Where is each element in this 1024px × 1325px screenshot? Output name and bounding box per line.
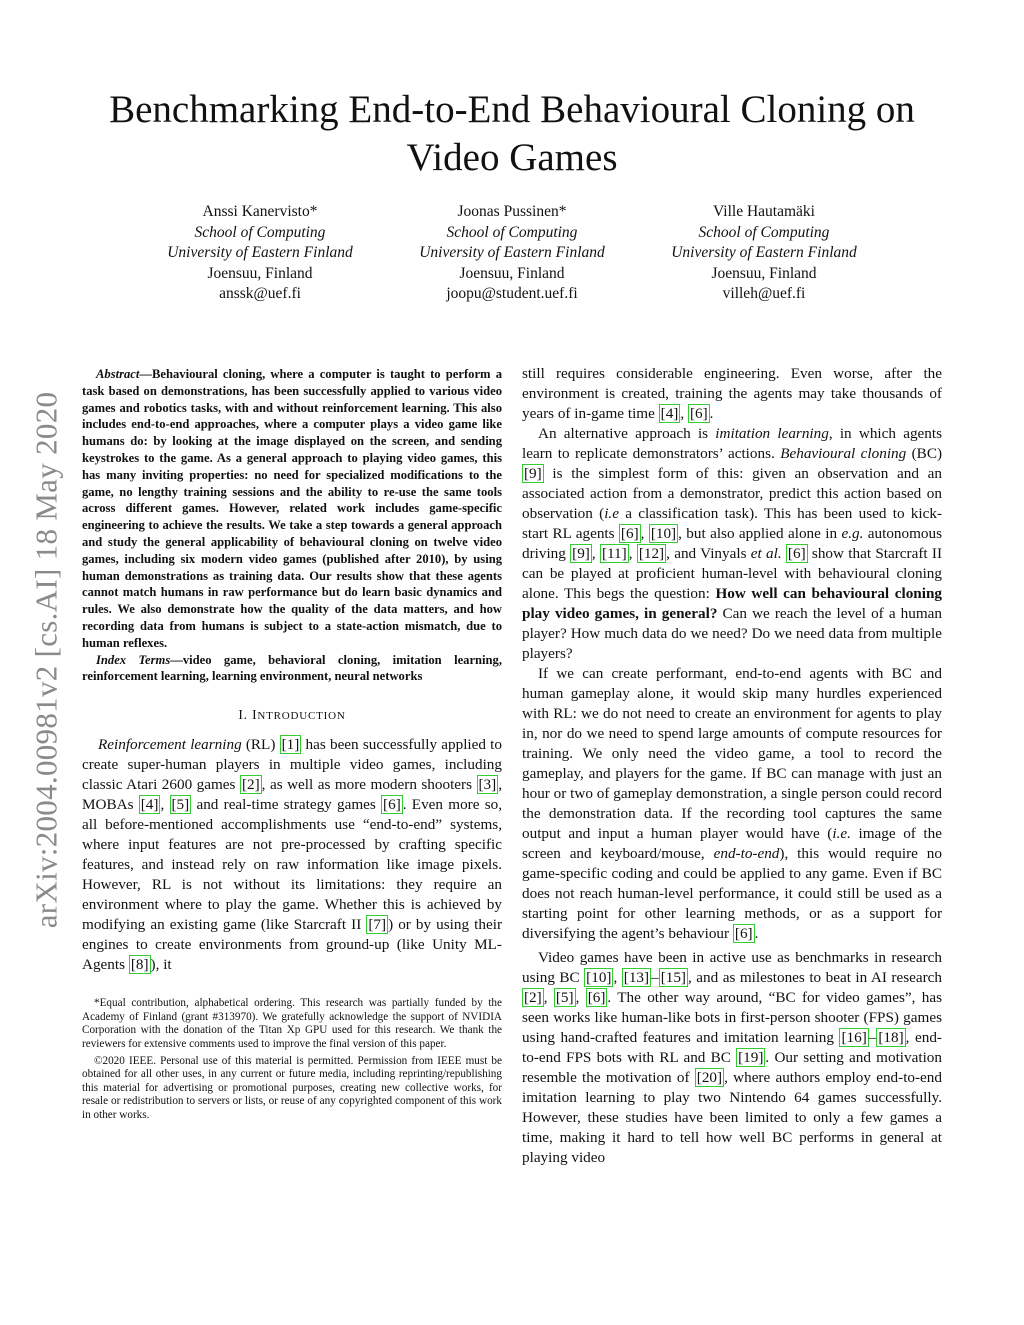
index-terms bbox=[82, 652, 502, 686]
intro-paragraph-3: If we can create performant, end-to-end agents with BC and human gameplay alone, it would skip many hurdles experienced with RL: we do not need to create an environment for agents to play in, nor do we need to spend large amounts of compute resources for training. We only need the video game, a tool to record the gameplay, and players for the game. If BC can manage with just an hour or two of gameplay demonstration, a single person could record the demonstration data. If the recording tool captures the same output and input a human player would have (i.e. image of the screen and keyboard/mouse, end-to-end), this would require no game-specific coding and could be applied to any game. Even if BC does not reach human-level performance, it could still be used as a starting point for other learning methods, or as a support for diversifying the agent’s behaviour [6] . bbox=[522, 665, 942, 942]
author-uni: University of Eastern Finland bbox=[671, 244, 857, 261]
citation-link[interactable]: [19] bbox=[738, 1049, 764, 1066]
author-card bbox=[644, 202, 884, 305]
citation-link[interactable]: [4] bbox=[660, 405, 679, 422]
section-number: I. bbox=[238, 707, 248, 723]
right-column bbox=[522, 364, 942, 1168]
index-terms-text: —video game, behavioral cloning, imitation learning, reinforcement learning, learning environment, neural networks bbox=[82, 652, 502, 684]
author-email[interactable]: villeh@uef.fi bbox=[722, 285, 806, 302]
citation-link[interactable]: [6] bbox=[734, 925, 753, 942]
citation-link[interactable]: [6] bbox=[689, 405, 708, 422]
index-terms-label: Index Terms bbox=[96, 652, 171, 667]
author-card bbox=[140, 202, 380, 305]
citation-link[interactable]: [15] bbox=[660, 969, 686, 986]
section-heading bbox=[82, 707, 502, 723]
footnotes bbox=[82, 997, 502, 1122]
citation-link[interactable]: [6] bbox=[620, 525, 639, 542]
left-column bbox=[82, 366, 502, 1122]
citation-link[interactable]: [2] bbox=[524, 989, 542, 1006]
citation-link[interactable]: [11] bbox=[601, 545, 627, 562]
author-dept: School of Computing bbox=[194, 223, 326, 241]
author-email[interactable]: joopu@student.uef.fi bbox=[446, 285, 578, 302]
citation-link[interactable]: [18] bbox=[878, 1029, 904, 1046]
author-name: Anssi Kanervisto* bbox=[202, 203, 318, 220]
citation-link[interactable]: [9] bbox=[572, 545, 590, 562]
abstract-label: Abstract bbox=[96, 367, 140, 381]
author-card bbox=[392, 202, 632, 305]
citation-link[interactable]: [7] bbox=[368, 916, 387, 934]
citation-link[interactable]: [1] bbox=[281, 736, 300, 754]
intro-paragraph-1: Reinforcement learning (RL) [1] has been successfully applied to create super-human players in multiple video games, including classic Atari 2600 games [2] , as well as more modern shooters [3] , MOBAs [4] , [5] and real-time strategy games [6] . Even more so, all before-mentioned accomplishments use “end-to-end” systems, where input features are not pre-processed by crafting specific features, and instead rely on raw information like image pixels. However, RL is not without its limitations: they require an environment where to play the game. Whether this is achieved by modifying an existing game (like Starcraft II [7] ) or by using their engines to create environments from ground-up (like Unity ML-Agents [8] ), it bbox=[82, 736, 503, 974]
citation-link[interactable]: [16] bbox=[841, 1029, 867, 1046]
citation-link[interactable]: [2] bbox=[241, 776, 260, 794]
author-block bbox=[140, 202, 884, 305]
citation-link[interactable]: [10] bbox=[586, 969, 612, 986]
citation-link[interactable]: [5] bbox=[555, 989, 574, 1006]
arxiv-stamp-text: arXiv:2004.00981v2 [cs.AI] 18 May 2020 bbox=[28, 391, 64, 929]
author-uni: University of Eastern Finland bbox=[167, 244, 353, 261]
citation-link[interactable]: [20] bbox=[696, 1069, 723, 1086]
author-uni: University of Eastern Finland bbox=[419, 244, 605, 261]
citation-link[interactable]: [12] bbox=[638, 545, 665, 562]
paper-title: Benchmarking End-to-End Behavioural Cloning on Video Games bbox=[109, 88, 915, 179]
footnote-copyright: ©2020 IEEE. Personal use of this material is permitted. Permission from IEEE must be obtained for all other uses, in any current or future media, including reprinting/republishing this material for advertising or promotional purposes, creating new collective works, for resale or redistribution to servers or lists, or reuse of any copyrighted component of this work in other works. bbox=[82, 1054, 502, 1121]
citation-link[interactable]: [6] bbox=[383, 796, 401, 814]
citation-link[interactable]: [9] bbox=[524, 465, 542, 482]
citation-link[interactable]: [5] bbox=[171, 796, 190, 814]
abstract-text: —Behavioural cloning, where a computer is taught to perform a task based on demonstrations, has been successfully applied to various video games and robotics tasks, with and without reinforcement learning. This also includes end-to-end approaches, where a computer plays a video game like humans do: by looking at the image displayed on the screen, and sending keystrokes to the game. As a general approach to playing video games, this has many inviting properties: no need for specialized modifications to the game, no lengthy training sessions and the ability to re-use the same tools across different games. However, related work includes game-specific engineering to achieve the results. We take a step towards a general approach and study the general applicability of behavioural cloning on twelve video games, including six modern video games (published after 2010), by using human demonstrations as training data. Our results show that these agents cannot match humans in raw performance but do learn basic dynamics and rules. We also demonstrate how the quality of the data matters, and how recording data from humans is subject to a state-action mismatch, due to human reflexes. bbox=[82, 367, 502, 650]
author-name: Ville Hautamäki bbox=[713, 203, 815, 220]
citation-link[interactable]: [8] bbox=[130, 956, 149, 974]
section-title: INTRODUCTION bbox=[252, 707, 346, 723]
author-city: Joensuu, Finland bbox=[711, 264, 817, 282]
footnote-funding: *Equal contribution, alphabetical ordering. This research was partially funded by the Academy of Finland (grant #313970). We gratefully acknowledge the support of NVIDIA Corporation with the donation of the Titan Xp GPU used for this research. We thank the reviewers for extensive comments used to improve the final version of this paper. bbox=[82, 997, 502, 1050]
citation-link[interactable]: [6] bbox=[587, 989, 606, 1006]
citation-link[interactable]: [3] bbox=[478, 776, 497, 794]
intro-paragraph-2: An alternative approach is imitation learning, in which agents learn to replicate demonstrators’ actions. Behavioural cloning (BC) [9] is the simplest form of this: given an observation and an associated action from a demonstrator, predict this action based on observation (i.e a classification task). This has been used to kick-start RL agents [6] , [10] , but also applied alone in e.g. autonomous driving [9] , [11] , [12] , and Vinyals et al. [6] show that Starcraft II can be played at proficient human-level with behavioural cloning alone. This begs the question: How well can behavioural cloning play video games, in general? Can we reach the level of a human player? How much data do we need? Do we need data from multiple players? bbox=[522, 425, 943, 662]
author-city: Joensuu, Finland bbox=[207, 264, 313, 282]
abstract bbox=[82, 366, 502, 652]
intro-paragraph-4: Video games have been in active use as benchmarks in research using BC [10] , [13] – [15] , and as milestones to beat in AI research [2] , [5] , [6] . The other way around, “BC for video games”, has seen works like human-like bots in first-person shooter (FPS) games using hand-crafted features and imitation learning [16] – [18] , end-to-end FPS bots with RL and BC [19] . Our setting and motivation resemble the motivation of [20] , where authors employ end-to-end imitation learning to play two Nintendo 64 games successfully. However, these studies have been limited to only a few games a time, making it hard to tell how well BC performs in general at playing video bbox=[522, 949, 943, 1166]
author-city: Joensuu, Finland bbox=[459, 264, 565, 282]
citation-link[interactable]: [13] bbox=[623, 969, 650, 986]
citation-link[interactable]: [6] bbox=[787, 545, 806, 562]
intro-paragraph-1-cont: still requires considerable engineering. Even worse, after the environment is created, training the agents may take thousands of years of in-game time [4] , [6] . bbox=[522, 365, 942, 422]
author-dept: School of Computing bbox=[446, 223, 578, 241]
author-email[interactable]: anssk@uef.fi bbox=[219, 285, 301, 302]
citation-link[interactable]: [4] bbox=[140, 796, 159, 814]
author-dept: School of Computing bbox=[698, 223, 830, 241]
author-name: Joonas Pussinen* bbox=[457, 203, 567, 220]
arxiv-stamp bbox=[14, 350, 78, 970]
citation-link[interactable]: [10] bbox=[650, 525, 677, 542]
